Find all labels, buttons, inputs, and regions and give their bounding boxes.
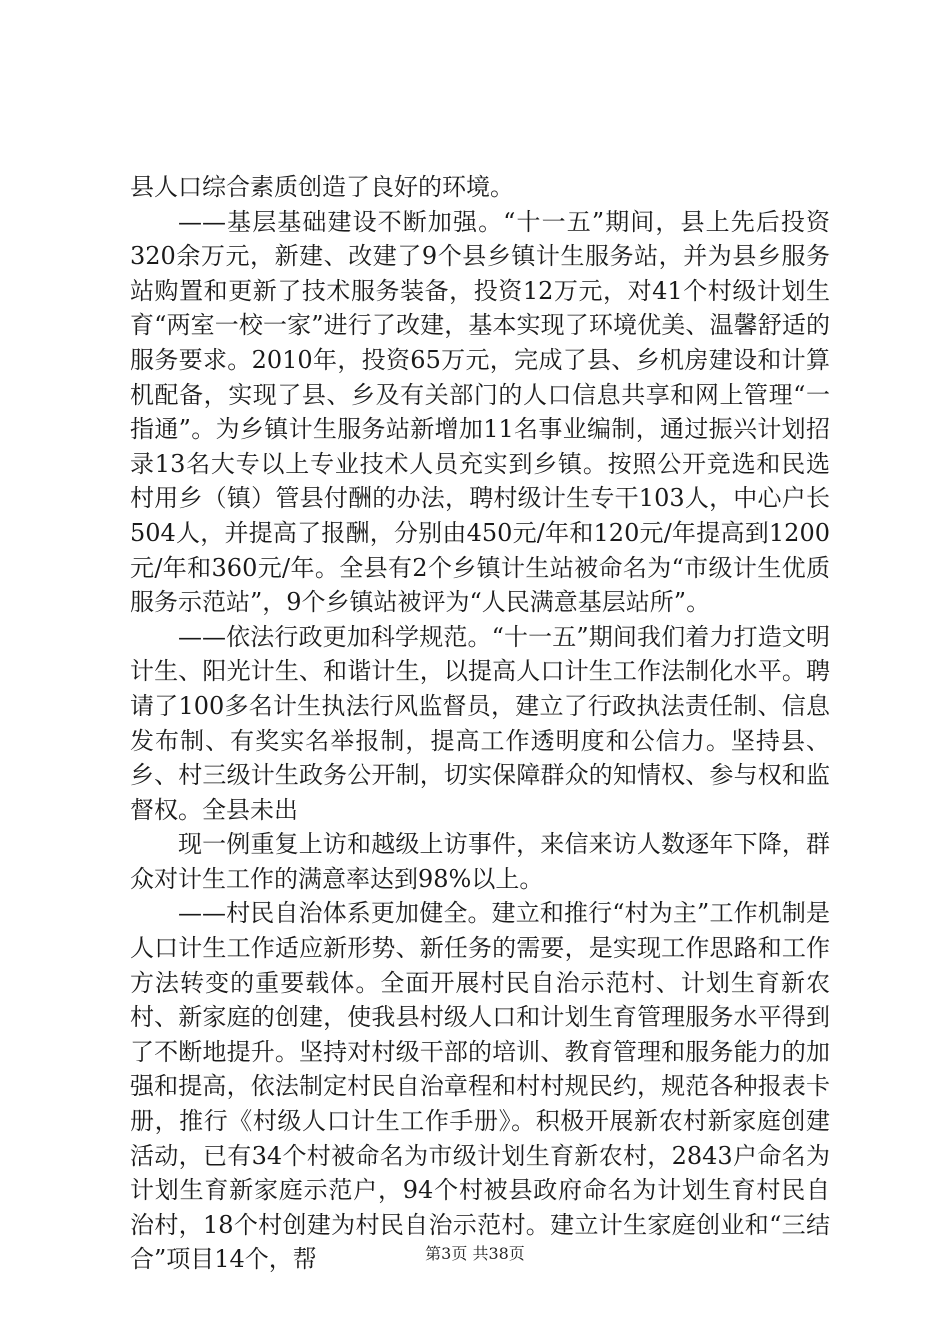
paragraph-law-administration: ——依法行政更加科学规范。“十一五”期间我们着力打造文明计生、阳光计生、和谐计生，以提高人口计生工作法制化水平。聘请了100多名计生执法行风监督员，建立了行政执法责任制、信息发布制、有奖实名举报制，提高工作透明度和公信力。坚持县、乡、村三级计生政务公开制，切实保障群众的知情权、参与权和监督权。全县未出 xyxy=(130,622,830,824)
page-number-footer: 第3页 共38页 xyxy=(425,1244,525,1263)
paragraph-infrastructure: ——基层基础建设不断加强。“十一五”期间，县上先后投资320余万元，新建、改建了9个县乡镇计生服务站，并为县乡服务站购置和更新了技术服务装备，投资12万元，对41个村级计划生育“两室一校一家”进行了改建，基本实现了环境优美、温馨舒适的服务要求。2010年，投资65万元，完成了县、乡机房建设和计算机配备，实现了县、乡及有关部门的人口信息共享和网上管理“一指通”。为乡镇计生服务站新增加11名事业编制，通过振兴计划招录13名大专以上专业技术人员充实到乡镇。按照公开竞选和民选村用乡（镇）管县付酬的办法，聘村级计生专干103人，中心户长504人，并提高了报酬，分别由450元/年和120元/年提高到1200元/年和360元/年。全县有2个乡镇计生站被命名为“市级计生优质服务示范站”，9个乡镇站被评为“人民满意基层站所”。 xyxy=(130,207,830,617)
document-body xyxy=(130,170,830,1277)
paragraph-village-autonomy: ——村民自治体系更加健全。建立和推行“村为主”工作机制是人口计生工作适应新形势、新任务的需要，是实现工作思路和工作方法转变的重要载体。全面开展村民自治示范村、计划生育新农村、新家庭的创建，使我县村级人口和计划生育管理服务水平得到了不断地提升。坚持对村级干部的培训、教育管理和服务能力的加强和提高，依法制定村民自治章程和村村规民约，规范各种报表卡册，推行《村级人口计生工作手册》。积极开展新农村新家庭创建活动，已有34个村被命名为市级计划生育新农村，2843户命名为计划生育新家庭示范户，94个村被县政府命名为计划生育村民自治村，18个村创建为村民自治示范村。建立计生家庭创业和“三结合”项目14个，帮 xyxy=(130,899,830,1274)
paragraph-continuation: 县人口综合素质创造了良好的环境。 xyxy=(130,173,514,201)
paragraph-petition-satisfaction: 现一例重复上访和越级上访事件，来信来访人数逐年下降，群众对计生工作的满意率达到98%以上。 xyxy=(130,830,830,893)
